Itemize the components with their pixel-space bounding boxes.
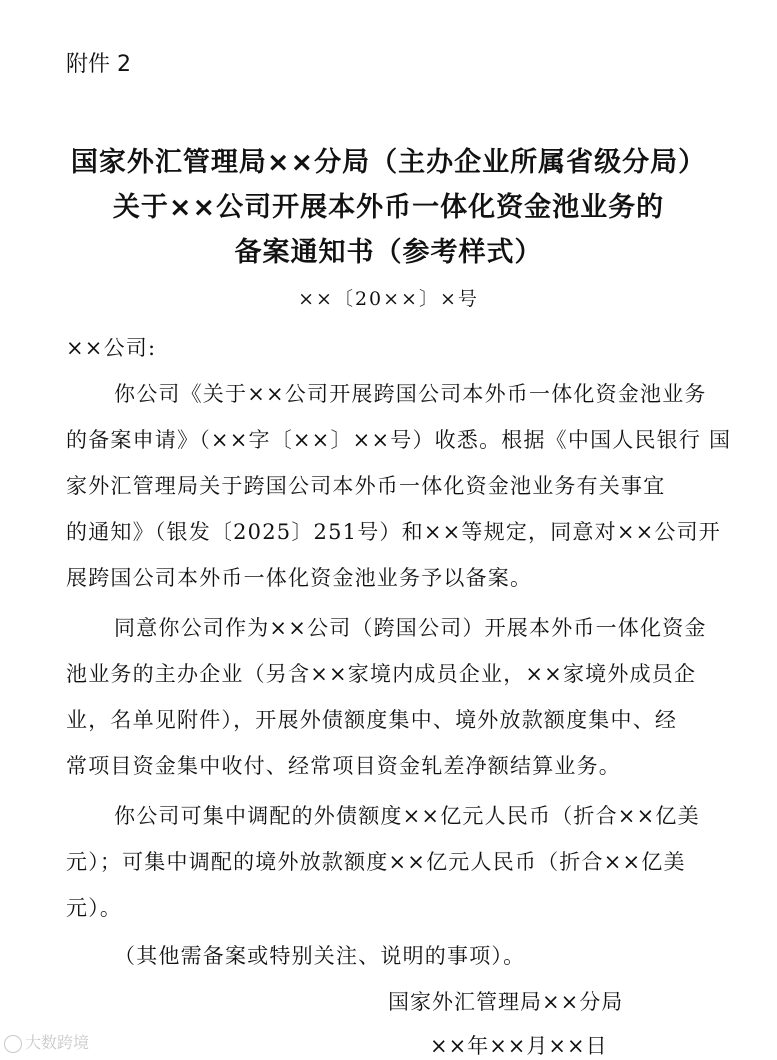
watermark-logo-icon: [4, 1035, 22, 1053]
attachment-label: 附件 2: [66, 52, 131, 77]
signature-date: ××年××月××日: [430, 1034, 608, 1058]
body-line: 家外汇管理局关于跨国公司本外币一体化资金池业务有关事宜: [66, 474, 666, 498]
body-line: 业，名单见附件），开展外债额度集中、境外放款额度集中、经: [66, 708, 678, 732]
body-line: 同意你公司作为××公司（跨国公司）开展本外币一体化资金: [114, 616, 707, 640]
title-line-2: 关于××公司开展本外币一体化资金池业务的: [112, 192, 665, 223]
body-line: 的备案申请》（××字〔××〕××号）收悉。根据《中国人民银行 国: [66, 428, 732, 452]
title-line-1: 国家外汇管理局××分局（主办企业所属省级分局）: [70, 147, 707, 178]
body-line: 元）；可集中调配的境外放款额度××亿元人民币（折合××亿美: [66, 850, 686, 874]
body-line: 池业务的主办企业（另含××家境内成员企业，××家境外成员企: [66, 662, 697, 686]
signature-issuer: 国家外汇管理局××分局: [388, 990, 624, 1014]
document-number: ××〔20××〕×号: [298, 288, 479, 310]
title-line-3: 备案通知书（参考样式）: [234, 237, 543, 268]
body-line: 元）。: [66, 896, 123, 920]
body-line: 你公司可集中调配的外债额度××亿元人民币（折合××亿美: [114, 804, 700, 828]
watermark: [4, 1030, 89, 1053]
salutation: ××公司:: [66, 336, 157, 360]
body-line: 的通知》（银发〔2025〕251号）和××等规定，同意对××公司开: [66, 520, 722, 544]
body-line: 常项目资金集中收付、经常项目资金轧差净额结算业务。: [66, 754, 621, 778]
watermark-text: 大数跨境: [25, 1033, 90, 1052]
body-line: （其他需备案或特别关注、说明的事项）。: [114, 944, 526, 968]
body-line: 你公司《关于××公司开展跨国公司本外币一体化资金池业务: [114, 382, 707, 406]
body-line: 展跨国公司本外币一体化资金池业务予以备案。: [66, 566, 533, 590]
